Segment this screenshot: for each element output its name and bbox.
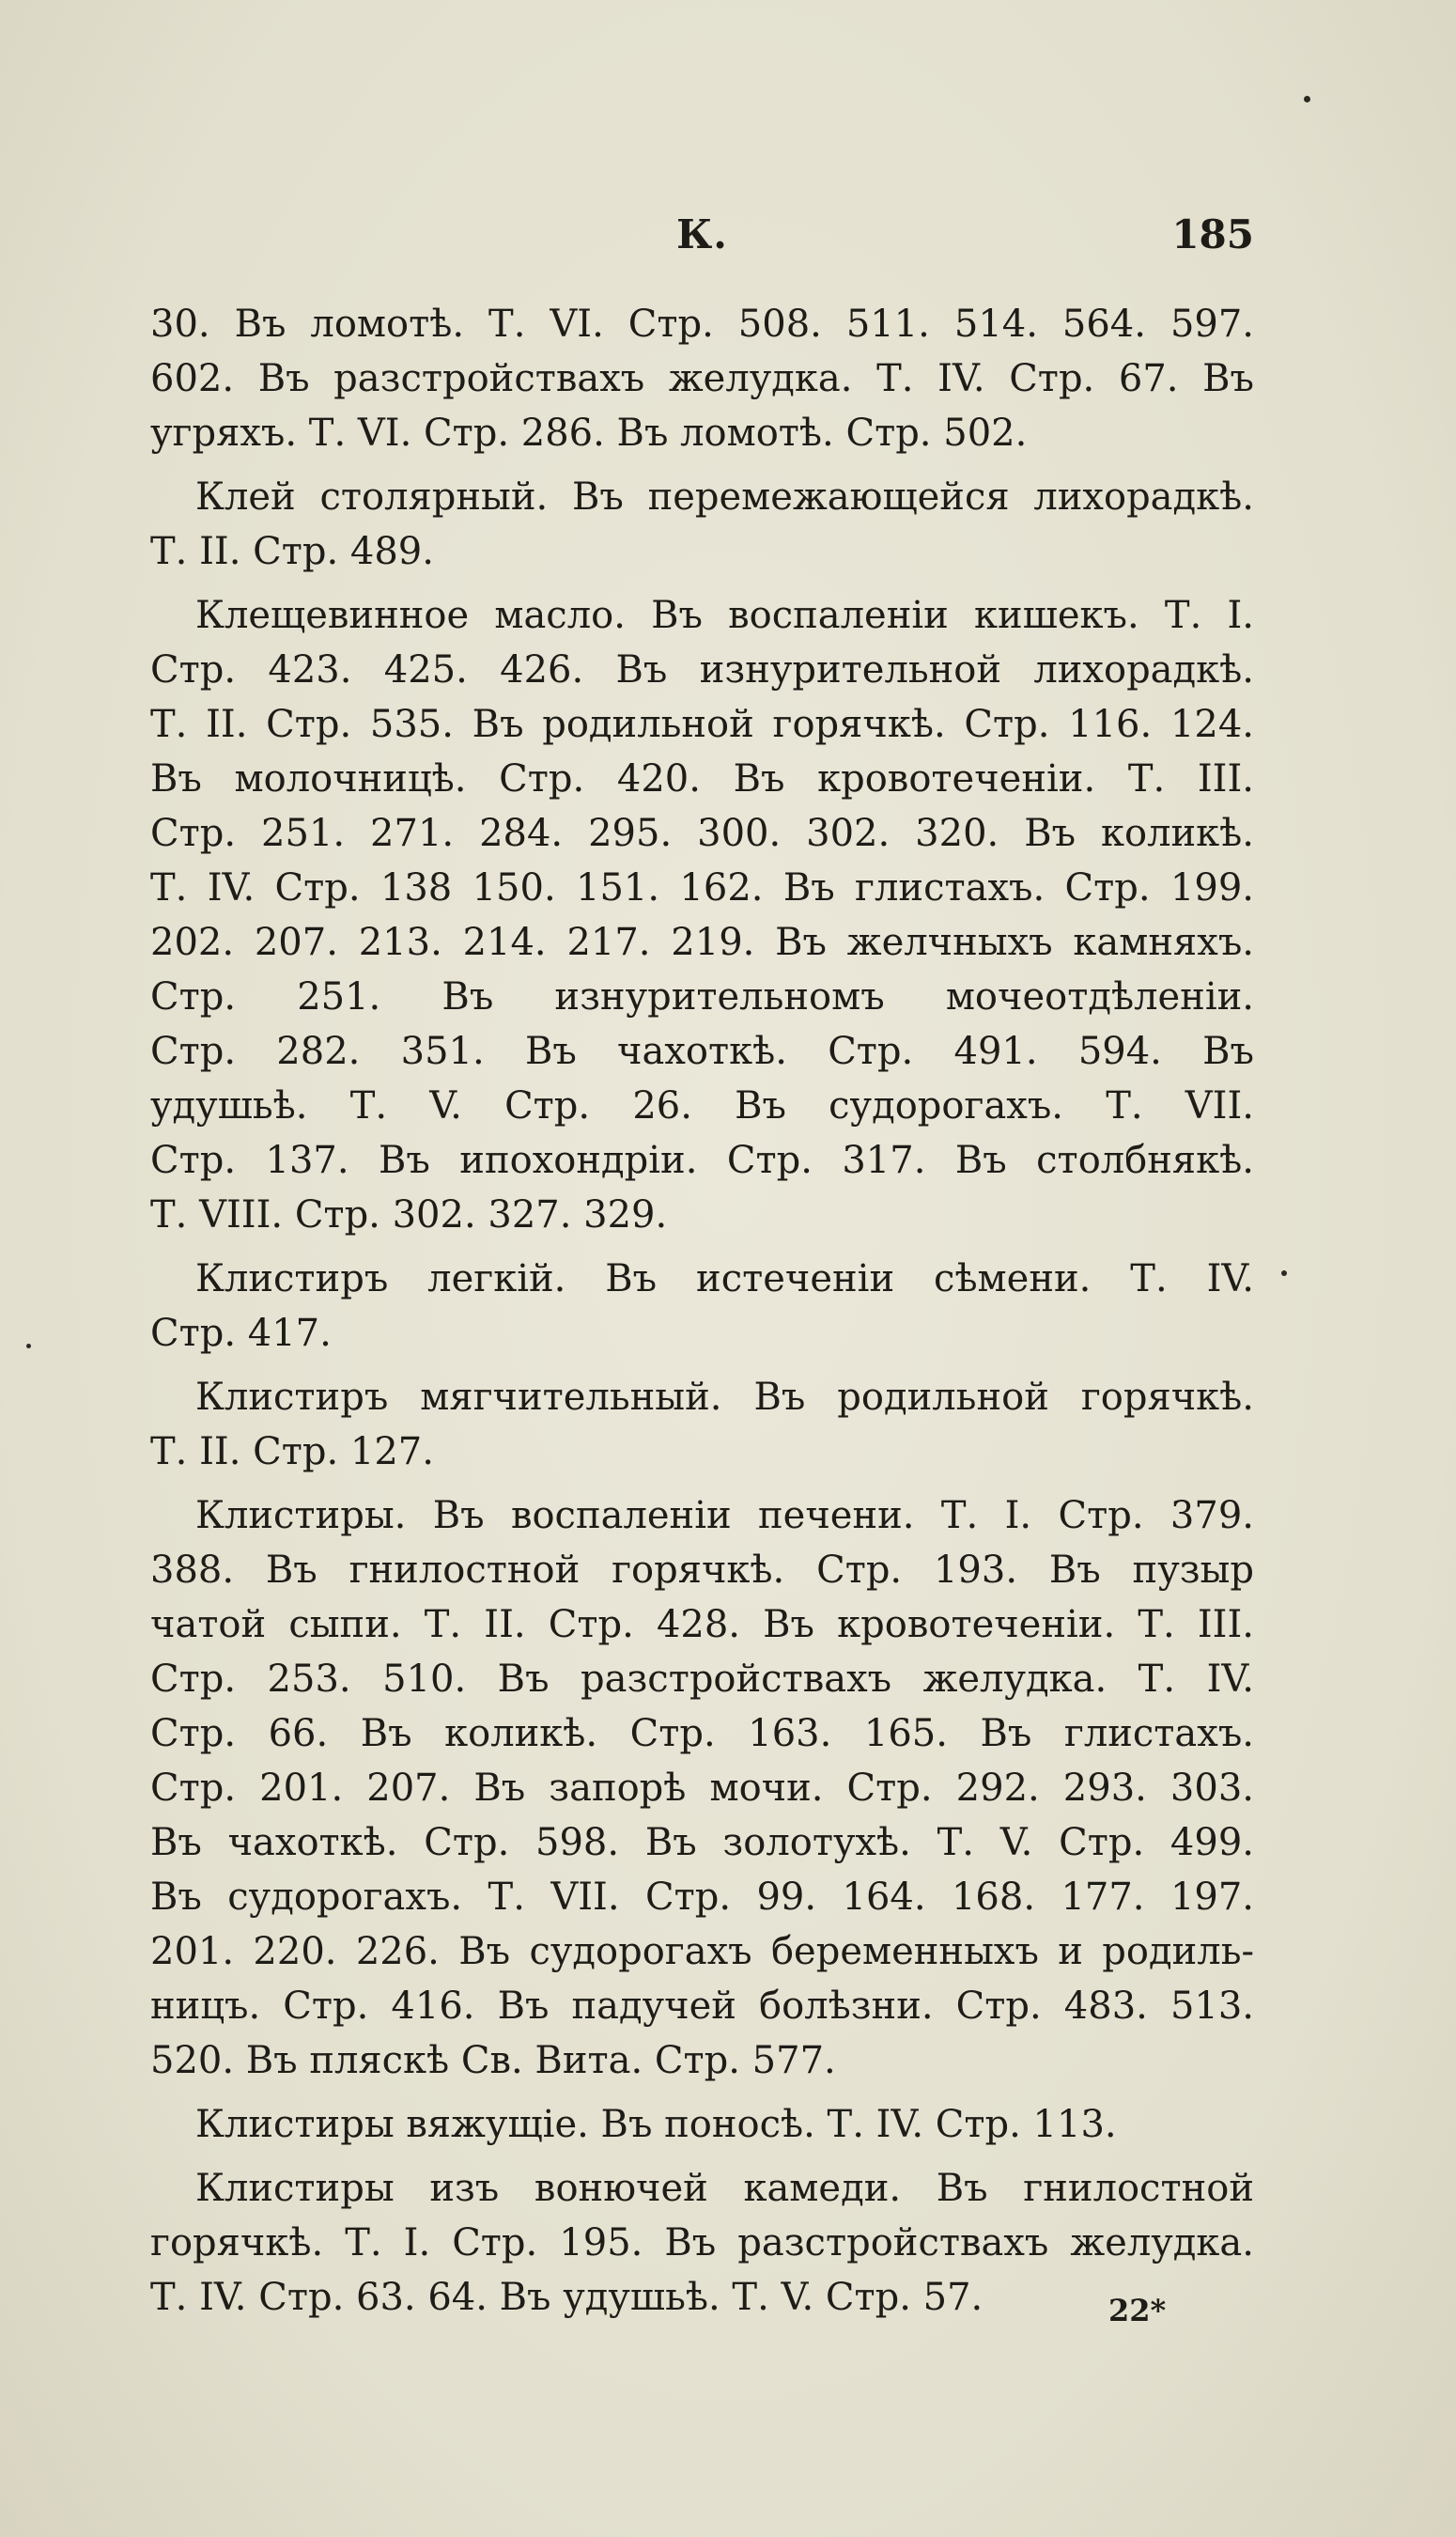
paper-speck <box>1281 1270 1287 1276</box>
signature-mark: 22* <box>1108 2293 1167 2328</box>
text-line: Т. II. Стр. 489. <box>150 530 434 573</box>
entry-heading-line: Клистиры вяжущіе. Въ поносѣ. Т. IV. Стр. 113. <box>195 2103 1117 2146</box>
entry-heading-line: Клистиры изъ вонючей камеди. Въ гнилостной <box>195 2167 1254 2210</box>
text-line: горячкѣ. Т. I. Стр. 195. Въ разстройствахъ желудка. <box>150 2221 1254 2265</box>
text-line: ницъ. Стр. 416. Въ падучей болѣзни. Стр. 483. 513. <box>150 1984 1254 2028</box>
text-line: 602. Въ разстройствахъ желудка. Т. IV. Стр. 67. Въ <box>150 357 1254 400</box>
text-line: чатой сыпи. Т. II. Стр. 428. Въ кровотеченіи. Т. III. <box>150 1603 1254 1646</box>
text-line: удушьѣ. Т. V. Стр. 26. Въ судорогахъ. Т. VII. <box>150 1084 1254 1128</box>
text-line: Въ молочницѣ. Стр. 420. Въ кровотеченіи. Т. III. <box>150 757 1254 801</box>
entry-heading-line: Клей столярный. Въ перемежающейся лихорадкѣ. <box>195 475 1254 519</box>
page-header <box>150 211 1254 277</box>
entry-heading-line: Клистиръ мягчительный. Въ родильной горячкѣ. <box>195 1376 1254 1419</box>
entry-heading-line: Клистиры. Въ воспаленіи печени. Т. I. Стр. 379. <box>195 1494 1254 1537</box>
text-line: 202. 207. 213. 214. 217. 219. Въ желчныхъ камняхъ. <box>150 921 1254 964</box>
text-line: Т. VIII. Стр. 302. 327. 329. <box>150 1193 668 1237</box>
index-entry <box>150 1370 1254 1479</box>
text-line: угряхъ. Т. VI. Стр. 286. Въ ломотѣ. Стр. 502. <box>150 412 1028 455</box>
text-line: 30. Въ ломотѣ. Т. VI. Стр. 508. 511. 514. 564. 597. <box>150 303 1254 346</box>
text-line: Т. II. Стр. 535. Въ родильной горячкѣ. Стр. 116. 124. <box>150 703 1254 746</box>
index-entry <box>150 470 1254 579</box>
text-line: Въ чахоткѣ. Стр. 598. Въ золотухѣ. Т. V. Стр. 499. <box>150 1821 1254 1864</box>
text-line: Стр. 251. 271. 284. 295. 300. 302. 320. Въ коликѣ. <box>150 812 1254 855</box>
text-line: Стр. 201. 207. Въ запорѣ мочи. Стр. 292. 293. 303. <box>150 1767 1254 1810</box>
index-text <box>150 297 1254 2334</box>
index-entry <box>150 1488 1254 2088</box>
page-number: 185 <box>1171 211 1254 257</box>
paper-speck <box>26 1344 31 1348</box>
text-line: Т. IV. Стр. 138 150. 151. 162. Въ глистахъ. Стр. 199. <box>150 866 1254 910</box>
paper-speck <box>1304 96 1310 102</box>
text-line: 388. Въ гнилостной горячкѣ. Стр. 193. Въ пузыр <box>150 1549 1254 1592</box>
index-entry <box>150 1252 1254 1361</box>
entry-heading-line: Клистиръ легкій. Въ истеченіи сѣмени. Т. IV. <box>195 1257 1254 1300</box>
text-line: Т. IV. Стр. 63. 64. Въ удушьѣ. Т. V. Стр. 57. <box>150 2276 984 2319</box>
index-entry <box>150 2161 1254 2325</box>
index-entry <box>150 2097 1254 2152</box>
index-entry-continuation <box>150 297 1254 460</box>
text-line: Стр. 417. <box>150 1312 332 1355</box>
text-line: 201. 220. 226. Въ судорогахъ беременныхъ и родиль- <box>150 1930 1254 1973</box>
text-line: Въ судорогахъ. Т. VII. Стр. 99. 164. 168. 177. 197. <box>150 1876 1254 1919</box>
text-line: Стр. 66. Въ коликѣ. Стр. 163. 165. Въ глистахъ. <box>150 1712 1254 1755</box>
entry-heading-line: Клещевинное масло. Въ воспаленіи кишекъ. Т. I. <box>195 594 1254 637</box>
text-line: Стр. 282. 351. Въ чахоткѣ. Стр. 491. 594. Въ <box>150 1030 1254 1073</box>
text-line: Стр. 253. 510. Въ разстройствахъ желудка. Т. IV. <box>150 1658 1254 1701</box>
text-line: Т. II. Стр. 127. <box>150 1430 434 1473</box>
running-head: К. <box>676 211 728 257</box>
text-line: Стр. 137. Въ ипохондріи. Стр. 317. Въ столбнякѣ. <box>150 1139 1254 1182</box>
text-line: Стр. 423. 425. 426. Въ изнурительной лихорадкѣ. <box>150 648 1254 692</box>
index-entry <box>150 588 1254 1242</box>
text-line: 520. Въ пляскѣ Св. Вита. Стр. 577. <box>150 2039 836 2082</box>
text-line: Стр. 251. Въ изнурительномъ мочеотдѣленіи. <box>150 975 1254 1019</box>
